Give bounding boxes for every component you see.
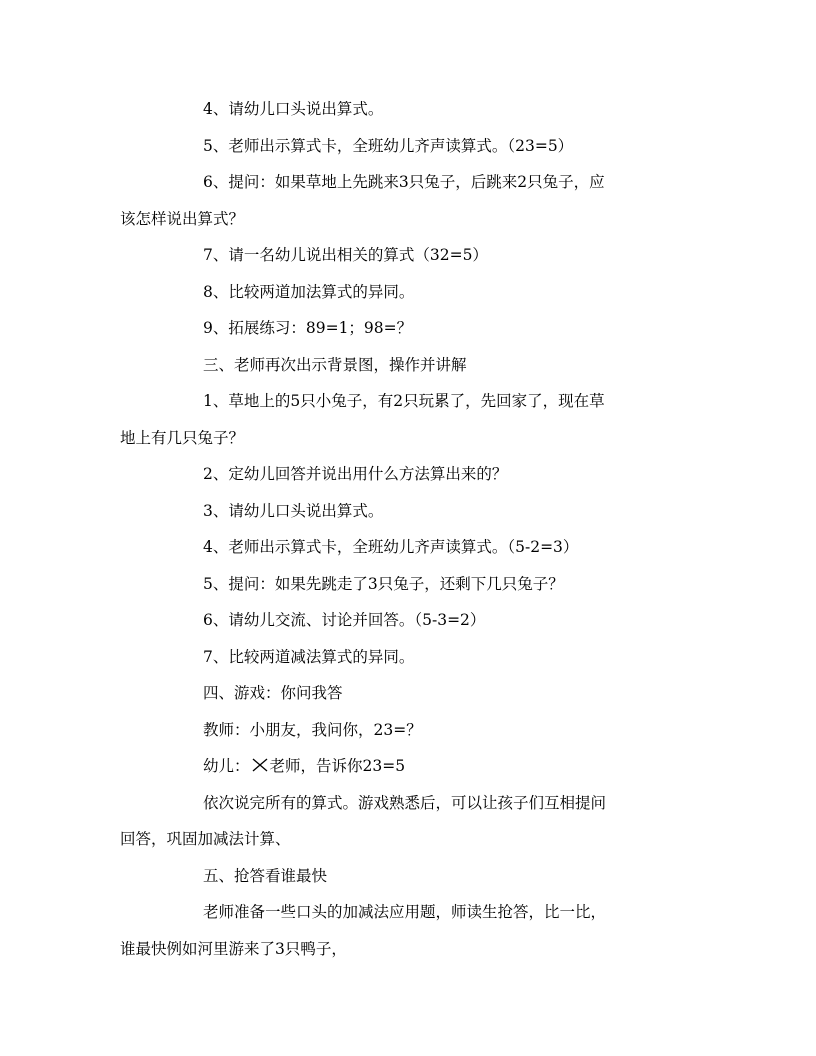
paragraph: [120, 310, 700, 347]
paragraph: [120, 566, 700, 603]
text-line: 4、请幼儿口头说出算式。: [203, 100, 384, 118]
reply-text: 老师，告诉你23=5: [269, 757, 406, 775]
speaker-label: 幼儿：: [203, 757, 250, 775]
paragraph: [120, 383, 700, 456]
paragraph: [120, 785, 700, 858]
text-line: 该怎样说出算式？: [120, 209, 245, 228]
section-heading: [120, 347, 700, 384]
paragraph: [120, 748, 700, 785]
text-line: 回答，巩固加减法计算、: [120, 830, 291, 848]
paragraph: [120, 529, 700, 566]
text-line: 4、老师出示算式卡，全班幼儿齐声读算式。（5-2=3）: [203, 538, 579, 556]
paragraph: [120, 894, 700, 967]
text-line: 1、草地上的5只小兔子，有2只玩累了，先回家了，现在草: [203, 392, 605, 410]
text-line: [120, 748, 700, 785]
text-line: 四、游戏：你问我答: [203, 684, 343, 702]
text-line: 9、拓展练习：89=1；98=？: [203, 319, 413, 337]
paragraph: [120, 164, 700, 237]
paragraph: [120, 456, 700, 493]
text-line: 6、请幼儿交流、讨论并回答。（5-3=2）: [203, 611, 486, 629]
text-line: 五、抢答看谁最快: [203, 866, 328, 885]
section-heading: [120, 675, 700, 712]
cross-mark-icon: [251, 757, 269, 773]
text-line: 5、老师出示算式卡，全班幼儿齐声读算式。（23=5）: [203, 136, 574, 155]
paragraph: [120, 237, 700, 274]
text-line: 三、老师再次出示背景图，操作并讲解: [203, 355, 467, 374]
paragraph: [120, 493, 700, 530]
section-heading: [120, 858, 700, 895]
text-line: 5、提问：如果先跳走了3只兔子，还剩下几只兔子？: [203, 574, 564, 593]
text-line: 地上有几只兔子？: [120, 428, 245, 447]
text-line: 谁最快例如河里游来了3只鸭子，: [120, 939, 347, 958]
paragraph: [120, 128, 700, 165]
text-line: 7、请一名幼儿说出相关的算式（32=5）: [203, 246, 488, 264]
paragraph: [120, 274, 700, 311]
text-line: 2、定幼儿回答并说出用什么方法算出来的？: [203, 465, 508, 483]
text-line: 6、提问：如果草地上先跳来3只兔子，后跳来2只兔子，应: [203, 173, 605, 191]
text-line: 8、比较两道加法算式的异同。: [203, 282, 415, 301]
text-line: 7、比较两道减法算式的异同。: [203, 647, 415, 666]
text-line: 老师准备一些口头的加减法应用题，师读生抢答，比一比，: [203, 903, 607, 921]
text-line: 依次说完所有的算式。游戏熟悉后，可以让孩子们互相提问: [203, 793, 607, 812]
paragraph: [120, 602, 700, 639]
paragraph: [120, 91, 700, 128]
text-line: 教师：小朋友，我问你，23=？: [203, 720, 422, 739]
paragraph: [120, 712, 700, 749]
text-line: 3、请幼儿口头说出算式。: [203, 501, 384, 520]
paragraph: [120, 639, 700, 676]
